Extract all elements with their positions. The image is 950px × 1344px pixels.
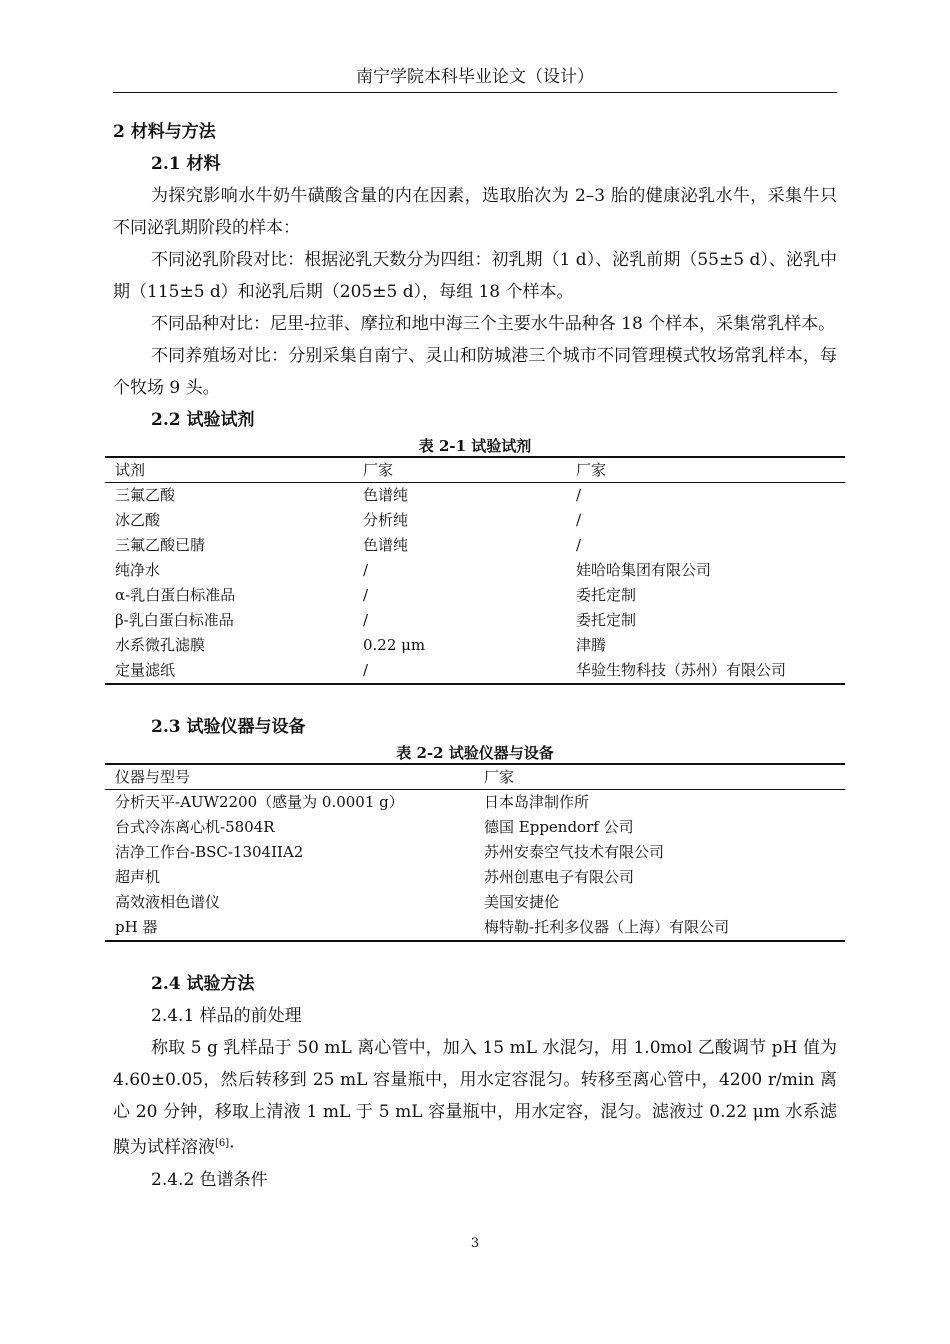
table-header-row bbox=[105, 457, 845, 483]
page-content bbox=[113, 118, 837, 1196]
table-row bbox=[105, 865, 845, 890]
paragraph-sample-pretreatment bbox=[113, 1032, 837, 1164]
table-cell: / bbox=[353, 658, 566, 684]
table-row bbox=[105, 658, 845, 684]
table-cell: 分析纯 bbox=[363, 511, 409, 529]
table-cell: 高效液相色谱仪 bbox=[115, 893, 221, 911]
section-heading-2: 2 材料与方法 bbox=[113, 122, 216, 142]
table-cell: 定量滤纸 bbox=[105, 658, 353, 684]
reagents-table bbox=[105, 456, 845, 685]
table-header-row bbox=[105, 764, 845, 790]
spacer bbox=[113, 685, 837, 711]
table-cell: β-乳白蛋白标准品 bbox=[115, 611, 234, 629]
table-row bbox=[105, 815, 845, 840]
column-header: 试剂 bbox=[105, 457, 353, 483]
column-header: 厂家 bbox=[566, 457, 845, 483]
table-cell: / bbox=[576, 511, 582, 529]
table-row bbox=[105, 508, 845, 533]
paragraph-breed: 不同品种对比：尼里-拉菲、摩拉和地中海三个主要水牛品种各 18 个样本，采集常乳样本。 bbox=[151, 314, 836, 334]
paragraph-text: 称取 5 g 乳样品于 50 mL 离心管中，加入 15 mL 水混匀，用 1.0mol 乙酸调节 pH 值为 4.60±0.05，然后转移到 25 mL 容量瓶中，用水定容混匀。转移至离心管中，4200 r/min 离心 20 分钟，移取上清液 1 mL 于 5 mL 容量瓶中，用水定容，混匀。滤液过 0.22 μm 水系滤膜为试样溶液 bbox=[113, 1038, 837, 1158]
table-cell: 德国 Eppendorf 公司 bbox=[484, 818, 634, 836]
table-cell: / bbox=[576, 486, 582, 504]
table-cell: 色谱纯 bbox=[363, 536, 409, 554]
paragraph-end-mark: · bbox=[229, 1137, 235, 1158]
paragraph-farm: 不同养殖场对比：分别采集自南宁、灵山和防城港三个城市不同管理模式牧场常乳样本，每个牧场 9 头。 bbox=[113, 346, 837, 398]
table-cell: α-乳白蛋白标准品 bbox=[115, 586, 236, 604]
table-cell: 台式冷冻离心机-5804R bbox=[115, 818, 275, 836]
table-row bbox=[105, 608, 845, 633]
subsection-heading-2-4-2: 2.4.2 色谱条件 bbox=[151, 1169, 268, 1190]
table-cell: 分析天平-AUW2200（感量为 0.0001 g） bbox=[115, 793, 404, 811]
column-header: 仪器与型号 bbox=[105, 764, 474, 790]
table-row bbox=[105, 558, 845, 583]
table-caption-reagents: 表 2-1 试验试剂 bbox=[418, 437, 532, 455]
table-cell: 超声机 bbox=[115, 868, 161, 886]
table-cell: 津腾 bbox=[576, 636, 607, 654]
table-cell: / bbox=[576, 536, 582, 554]
table-cell: 委托定制 bbox=[576, 586, 637, 604]
table-cell: 三氟乙酸已腈 bbox=[115, 536, 206, 554]
table-cell: 色谱纯 bbox=[363, 486, 409, 504]
table-cell: 华验生物科技（苏州）有限公司 bbox=[566, 658, 845, 684]
table-cell: 冰乙酸 bbox=[115, 511, 161, 529]
section-heading-2-2: 2.2 试验试剂 bbox=[151, 410, 255, 430]
table-cell: 美国安捷伦 bbox=[484, 893, 560, 911]
table-cell: / bbox=[363, 611, 369, 629]
section-heading-2-1: 2.1 材料 bbox=[151, 154, 221, 174]
column-header: 厂家 bbox=[353, 457, 566, 483]
table-cell: 娃哈哈集团有限公司 bbox=[576, 561, 712, 579]
table-cell: 0.22 μm bbox=[363, 636, 426, 654]
table-row bbox=[105, 583, 845, 608]
section-heading-2-3: 2.3 试验仪器与设备 bbox=[151, 717, 306, 737]
table-row bbox=[105, 840, 845, 865]
page-header: 南宁学院本科毕业论文（设计） bbox=[113, 64, 837, 93]
table-cell: 苏州创惠电子有限公司 bbox=[484, 868, 635, 886]
instruments-table bbox=[105, 763, 845, 942]
subsection-heading-2-4-1: 2.4.1 样品的前处理 bbox=[151, 1006, 302, 1026]
table-cell: pH 器 bbox=[105, 915, 474, 941]
table-caption-instruments: 表 2-2 试验仪器与设备 bbox=[396, 744, 554, 762]
section-heading-2-4: 2.4 试验方法 bbox=[151, 974, 255, 994]
table-row bbox=[105, 483, 845, 509]
table-row bbox=[105, 890, 845, 915]
paragraph-intro: 为探究影响水牛奶牛磺酸含量的内在因素，选取胎次为 2–3 胎的健康泌乳水牛，采集牛只不同泌乳期阶段的样本： bbox=[113, 186, 837, 238]
table-cell: 纯净水 bbox=[115, 561, 161, 579]
spacer bbox=[113, 942, 837, 968]
table-row bbox=[105, 915, 845, 941]
table-cell: / bbox=[363, 586, 369, 604]
table-cell: 水系微孔滤膜 bbox=[115, 636, 206, 654]
page-number: 3 bbox=[470, 1236, 480, 1251]
table-cell: 梅特勒-托利多仪器（上海）有限公司 bbox=[474, 915, 845, 941]
table-cell: / bbox=[363, 561, 369, 579]
table-cell: 洁净工作台-BSC-1304IIA2 bbox=[115, 843, 304, 861]
table-cell: 三氟乙酸 bbox=[115, 486, 176, 504]
citation-reference: [6] bbox=[215, 1138, 230, 1149]
paragraph-lactation-stage: 不同泌乳阶段对比：根据泌乳天数分为四组：初乳期（1 d）、泌乳前期（55±5 d）、泌乳中期（115±5 d）和泌乳后期（205±5 d），每组 18 个样本。 bbox=[113, 250, 837, 302]
table-row bbox=[105, 533, 845, 558]
table-row bbox=[105, 790, 845, 816]
table-cell: 苏州安泰空气技术有限公司 bbox=[484, 843, 665, 861]
table-cell: 委托定制 bbox=[576, 611, 637, 629]
table-cell: 日本岛津制作所 bbox=[484, 793, 590, 811]
table-row bbox=[105, 633, 845, 658]
column-header: 厂家 bbox=[474, 764, 845, 790]
